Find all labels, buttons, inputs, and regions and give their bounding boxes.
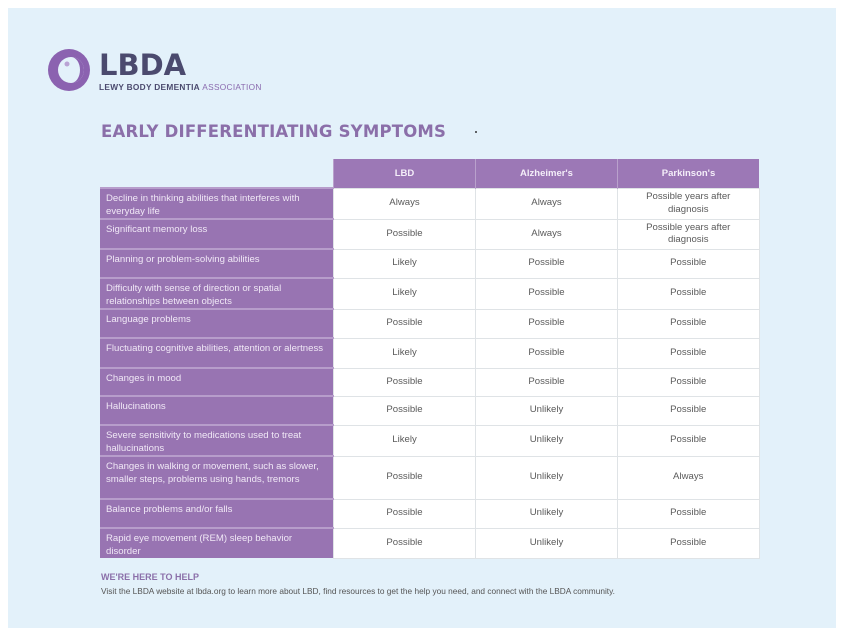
alzheimers-value: Possible	[476, 309, 618, 338]
header-empty-cell	[100, 159, 334, 188]
lbd-value: Possible	[334, 219, 476, 249]
lbd-value: Likely	[334, 249, 476, 278]
parkinsons-value: Possible	[618, 278, 760, 309]
parkinsons-value: Always	[618, 456, 760, 499]
column-header-alzheimers: Alzheimer's	[476, 159, 618, 188]
help-title: WE'RE HERE TO HELP	[101, 572, 199, 582]
lbd-value: Always	[334, 188, 476, 219]
table-row	[100, 249, 759, 278]
symptoms-table	[100, 159, 760, 559]
table-row	[100, 368, 759, 396]
table-row	[100, 309, 759, 338]
lbd-value: Possible	[334, 528, 476, 558]
alzheimers-value: Unlikely	[476, 499, 618, 528]
table-row	[100, 396, 759, 425]
alzheimers-value: Possible	[476, 278, 618, 309]
alzheimers-value: Possible	[476, 249, 618, 278]
symptom-label: Language problems	[100, 309, 334, 338]
symptom-label: Changes in walking or movement, such as slower, smaller steps, problems using hands, tremors	[100, 456, 334, 499]
symptom-label: Planning or problem-solving abilities	[100, 249, 334, 278]
alzheimers-value: Unlikely	[476, 456, 618, 499]
alzheimers-value: Always	[476, 219, 618, 249]
lbda-logo-mark-icon	[45, 47, 95, 93]
symptom-label: Balance problems and/or falls	[100, 499, 334, 528]
lbd-value: Possible	[334, 368, 476, 396]
table-row	[100, 456, 759, 499]
table-body	[100, 188, 759, 558]
alzheimers-value: Unlikely	[476, 425, 618, 456]
alzheimers-value: Unlikely	[476, 396, 618, 425]
symptom-label: Difficulty with sense of direction or spatial relationships between objects	[100, 278, 334, 309]
table-row	[100, 219, 759, 249]
table-row	[100, 338, 759, 368]
lbda-logo	[45, 47, 262, 93]
alzheimers-value: Always	[476, 188, 618, 219]
symptom-label: Significant memory loss	[100, 219, 334, 249]
logo-subtitle	[99, 82, 262, 92]
symptom-label: Decline in thinking abilities that interferes with everyday life	[100, 188, 334, 219]
parkinsons-value: Possible	[618, 338, 760, 368]
stray-dot	[475, 131, 477, 133]
logo-subtitle-association: ASSOCIATION	[202, 82, 262, 92]
page-title: EARLY DIFFERENTIATING SYMPTOMS	[101, 122, 447, 141]
column-header-lbd: LBD	[334, 159, 476, 188]
alzheimers-value: Possible	[476, 338, 618, 368]
logo-subtitle-main: LEWY BODY DEMENTIA	[99, 82, 200, 92]
parkinsons-value: Possible	[618, 309, 760, 338]
parkinsons-value: Possible years after diagnosis	[618, 219, 760, 249]
lbd-value: Possible	[334, 499, 476, 528]
lbd-value: Likely	[334, 278, 476, 309]
parkinsons-value: Possible	[618, 368, 760, 396]
help-text: Visit the LBDA website at lbda.org to learn more about LBD, find resources to get the help you need, and connect with the LBDA community.	[101, 586, 615, 596]
parkinsons-value: Possible	[618, 425, 760, 456]
parkinsons-value: Possible years after diagnosis	[618, 188, 760, 219]
alzheimers-value: Possible	[476, 368, 618, 396]
symptom-label: Hallucinations	[100, 396, 334, 425]
alzheimers-value: Unlikely	[476, 528, 618, 558]
column-header-parkinsons: Parkinson's	[618, 159, 760, 188]
table-header-row	[100, 159, 759, 188]
symptom-label: Rapid eye movement (REM) sleep behavior disorder	[100, 528, 334, 558]
lbd-value: Possible	[334, 456, 476, 499]
symptom-label: Changes in mood	[100, 368, 334, 396]
parkinsons-value: Possible	[618, 528, 760, 558]
parkinsons-value: Possible	[618, 396, 760, 425]
logo-name: LBDA	[99, 48, 187, 82]
table-row	[100, 425, 759, 456]
table-row	[100, 278, 759, 309]
lbd-value: Likely	[334, 338, 476, 368]
table-row	[100, 528, 759, 558]
parkinsons-value: Possible	[618, 499, 760, 528]
lbd-value: Possible	[334, 396, 476, 425]
lbd-value: Possible	[334, 309, 476, 338]
symptom-label: Fluctuating cognitive abilities, attention or alertness	[100, 338, 334, 368]
lbd-value: Likely	[334, 425, 476, 456]
parkinsons-value: Possible	[618, 249, 760, 278]
symptom-label: Severe sensitivity to medications used to treat hallucinations	[100, 425, 334, 456]
table-row	[100, 499, 759, 528]
table-row	[100, 188, 759, 219]
